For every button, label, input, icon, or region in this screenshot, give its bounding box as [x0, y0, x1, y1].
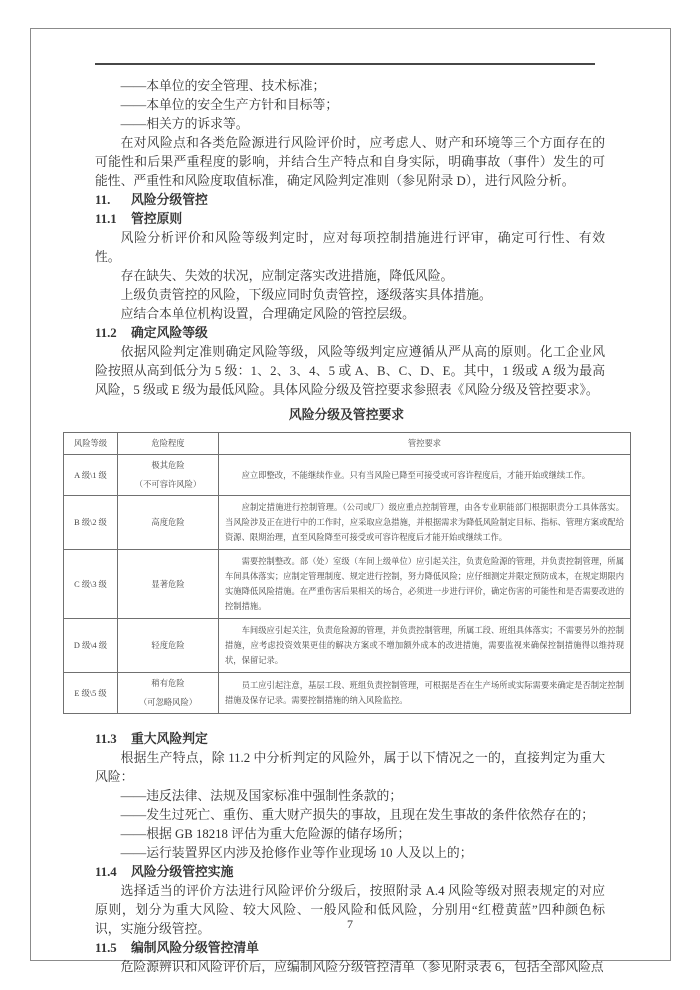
section-heading-11-5 — [95, 939, 605, 958]
danger-degree-cell — [118, 455, 219, 496]
column-header-risk-level: 风险等级 — [64, 433, 118, 455]
degree-note: （可忽略风险） — [138, 698, 198, 707]
dash-item: ——违反法律、法规及国家标准中强制性条款的； — [120, 789, 403, 803]
body-paragraph: 存在缺失、失效的状况，应制定落实改进措施，降低风险。 — [120, 269, 454, 283]
degree-note: （不可容许风险） — [134, 480, 202, 489]
body-paragraph: 危险源辨识和风险评价后，应编制风险分级管控清单（参见附录表 6，包括全部风险点 — [120, 960, 604, 974]
dash-item: ——根据 GB 18218 评估为重大危险源的储存场所； — [120, 827, 411, 841]
risk-level-cell: E 级\5 级 — [64, 673, 118, 714]
requirement-cell: 车间级应引起关注，负责危险源的管理，并负责控制管理，所属工段、班组具体落实；不需要另外的控制措施，应考虑投资效果更佳的解决方案或不增加额外成本的改进措施，需要监视来确保控制措施得以维持现状，保留记录。 — [219, 619, 631, 673]
danger-degree-cell — [118, 550, 219, 619]
section-heading-11-2 — [95, 324, 605, 343]
document-body — [63, 77, 630, 977]
table-header-row — [64, 433, 631, 455]
heading-number: 11. — [95, 193, 111, 207]
table-row — [64, 673, 631, 714]
heading-number: 11.4 — [95, 865, 117, 879]
danger-degree-cell — [118, 496, 219, 550]
heading-number: 11.1 — [95, 212, 117, 226]
body-paragraph: 应结合本单位机构设置，合理确定风险的管控层级。 — [120, 307, 415, 321]
heading-title: 风险分级管控 — [131, 193, 208, 207]
body-paragraph: 选择适当的评价方法进行风险评价分级后，按照附录 A.4 风险等级对照表规定的对应原则，划分为重大风险、较大风险、一般风险和低风险，分别用“红橙黄蓝”四种颜色标识，实施分级管控。 — [95, 884, 605, 936]
danger-degree-cell — [118, 673, 219, 714]
table-row — [64, 550, 631, 619]
heading-title: 编制风险分级管控清单 — [131, 941, 259, 955]
dash-item: ——发生过死亡、重伤、重大财产损失的事故，且现在发生事故的条件依然存在的； — [120, 808, 595, 822]
heading-title: 管控原则 — [131, 212, 183, 226]
intro-paragraph: 在对风险点和各类危险源进行风险评价时，应考虑人、财产和环境等三个方面存在的可能性和后果严重程度的影响，并结合生产特点和自身实际，明确事故（事件）发生的可能性、严重性和风险度取值标准，确定风险判定准则（参见附录 D），进行风险分析。 — [95, 136, 605, 188]
page-number: 7 — [347, 917, 353, 931]
risk-level-cell: A 级\1 级 — [64, 455, 118, 496]
body-paragraph: 上级负责管控的风险，下级应同时负责管控，逐级落实具体措施。 — [120, 288, 492, 302]
table-row — [64, 619, 631, 673]
risk-level-cell: D 级\4 级 — [64, 619, 118, 673]
degree-text: 稍有危险 — [151, 679, 185, 688]
danger-degree-cell — [118, 619, 219, 673]
heading-number: 11.2 — [95, 326, 117, 340]
degree-text: 显著危险 — [151, 579, 185, 589]
requirement-cell: 员工应引起注意，基层工段、班组负责控制管理，可根据是否在生产场所或实际需要来确定是否制定控制措施及保存记录。需要控制措施的纳入风险监控。 — [219, 673, 631, 714]
heading-title: 风险分级管控实施 — [131, 865, 234, 879]
requirement-cell: 需要控制整改。部（处）室级（车间上级单位）应引起关注，负责危险源的管理，并负责控制管理，所属车间具体落实；应制定管理制度、规定进行控制，努力降低风险；应仔细测定并限定预防成本，在规定期限内实施降低风险措施。在严重伤害后果相关的场合，必须进一步进行评价，确定伤害的可能性和是否需要改进的控制措施。 — [219, 550, 631, 619]
table-title: 风险分级及管控要求 — [288, 408, 405, 422]
dash-item: ——本单位的安全管理、技术标准； — [120, 79, 326, 93]
dash-item: ——本单位的安全生产方针和目标等； — [120, 98, 339, 112]
column-header-danger-degree: 危险程度 — [118, 433, 219, 455]
heading-title: 重大风险判定 — [131, 732, 208, 746]
heading-number: 11.5 — [95, 941, 117, 955]
body-paragraph: 根据生产特点，除 11.2 中分析判定的风险外，属于以下情况之一的，直接判定为重大风险： — [95, 751, 605, 784]
header-rule — [95, 63, 595, 65]
body-paragraph: 风险分析评价和风险等级判定时，应对每项控制措施进行评审，确定可行性、有效性。 — [95, 231, 605, 264]
requirement-cell: 应立即整改，不能继续作业。只有当风险已降至可接受或可容许程度后，才能开始或继续工作。 — [219, 455, 631, 496]
column-header-control-requirement: 管控要求 — [219, 433, 631, 455]
body-paragraph: 依据风险判定准则确定风险等级，风险等级判定应遵循从严从高的原则。化工企业风险按照从高到低分为 5 级：1、2、3、4、5 或 A、B、C、D、E。其中，1 级或 A 级为最高风险，5 级或 E 级为最低风险。具体风险分级及管控要求参照表《风险分级及管控要求》。 — [95, 345, 605, 397]
risk-level-cell: C 级\3 级 — [64, 550, 118, 619]
section-heading-11-1 — [95, 210, 605, 229]
dash-item: ——相关方的诉求等。 — [120, 117, 249, 131]
table-row — [64, 455, 631, 496]
section-heading-11-3 — [95, 730, 605, 749]
requirement-cell: 应制定措施进行控制管理。（公司或厂）级应重点控制管理，由各专业职能部门根据职责分工具体落实。当风险涉及正在进行中的工作时，应采取应急措施，并根据需求为降低风险制定目标、指标、管理方案或配给资源、限期治理，直至风险降至可接受或可容许程度后才能开始或继续工作。 — [219, 496, 631, 550]
dash-item: ——运行装置界区内涉及抢修作业等作业现场 10 人及以上的； — [120, 846, 473, 860]
table-row — [64, 496, 631, 550]
section-heading-11-4 — [95, 863, 605, 882]
heading-title: 确定风险等级 — [131, 326, 208, 340]
degree-text: 极其危险 — [151, 461, 185, 470]
section-heading-11 — [95, 191, 605, 210]
heading-number: 11.3 — [95, 732, 117, 746]
risk-level-cell: B 级\2 级 — [64, 496, 118, 550]
risk-grading-table — [63, 432, 631, 714]
degree-text: 高度危险 — [151, 518, 185, 527]
degree-text: 轻度危险 — [151, 641, 185, 650]
